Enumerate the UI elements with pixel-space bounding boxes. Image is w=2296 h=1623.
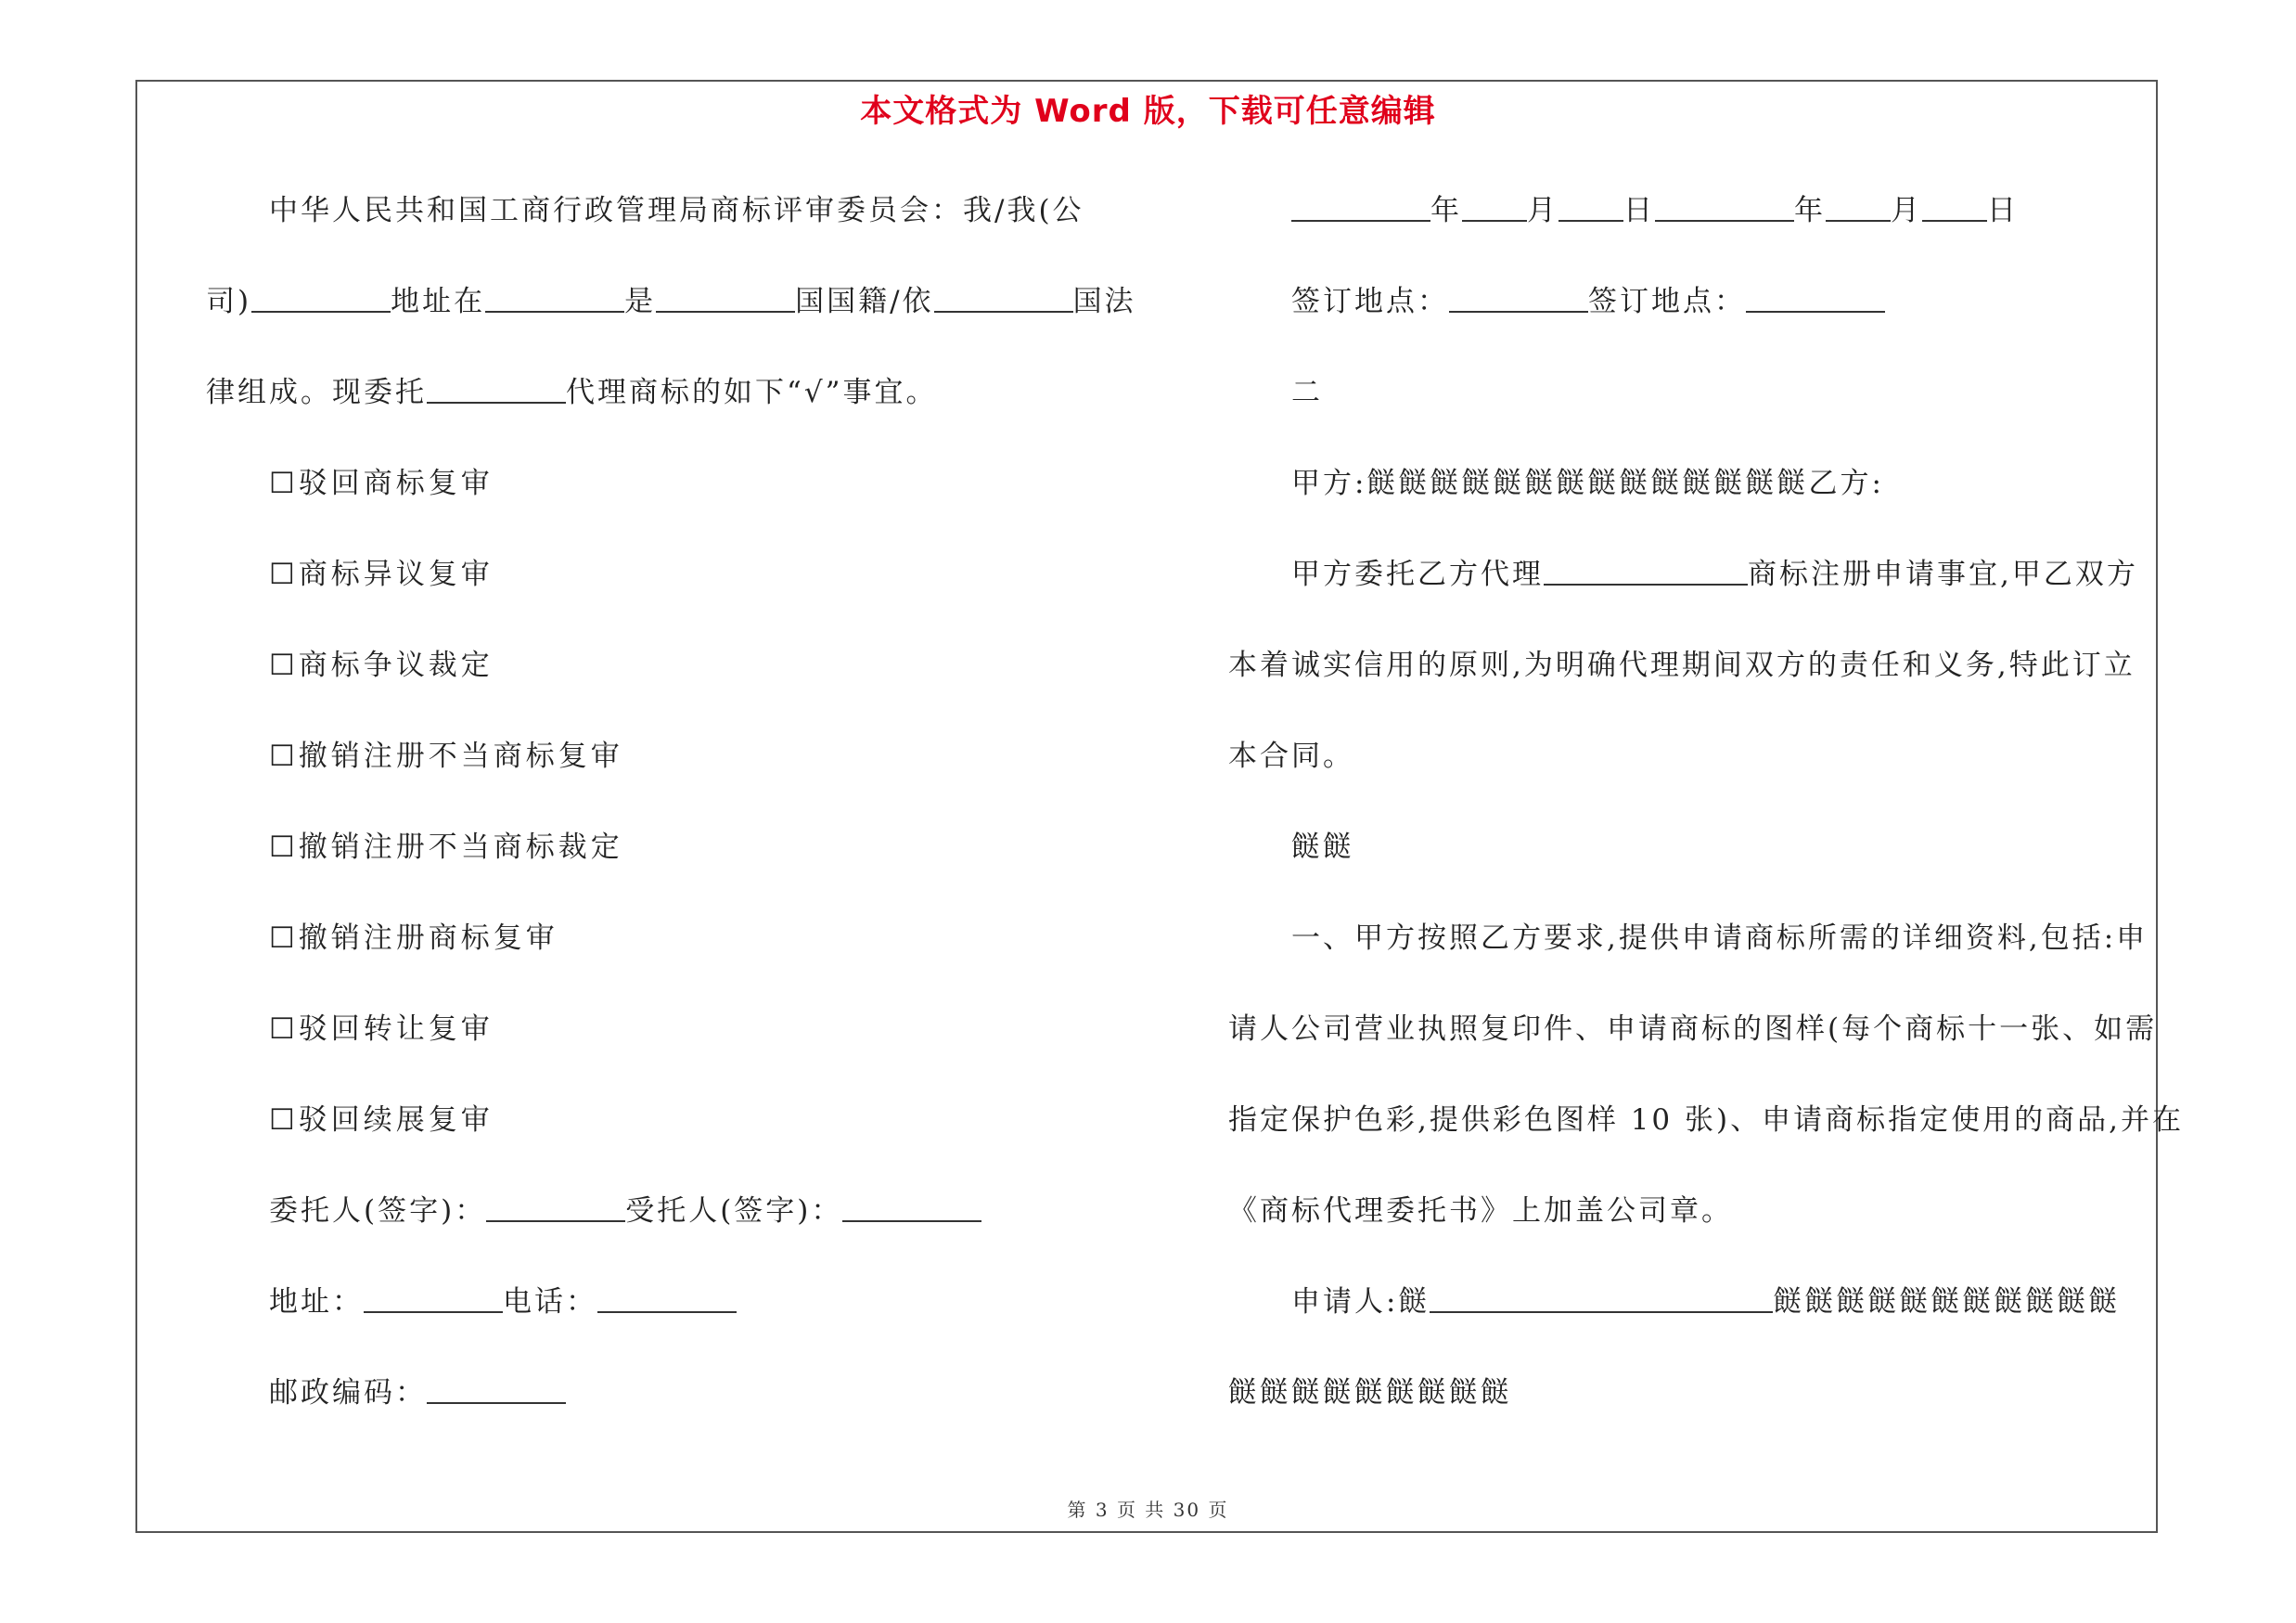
blank-agent [427,374,566,404]
blank-nationality [656,283,795,313]
checkbox-item[interactable]: ☐驳回商标复审 [269,467,494,500]
blank-postal-code [427,1374,566,1404]
page-number: 第 3 页 共 30 页 [1067,1499,1229,1521]
contract-para-2-line-2: 请人公司营业执照复印件、申请商标的图样(每个商标十一张、如需 [1228,1012,2158,1046]
checkbox-item[interactable]: ☐驳回转让复审 [269,1012,494,1046]
place-line: 签订地点： 签订地点： [1228,278,2156,369]
contact-line: 地址： 电话： [206,1279,1134,1370]
checkbox-item[interactable]: ☐驳回续展复审 [269,1103,494,1137]
parties-line: 甲方:餸餸餸餸餸餸餸餸餸餸餸餸餸餸乙方: [1291,467,1884,500]
address-line-2: 司) 地址在 是 国国籍/依 国法 [206,285,1136,318]
contract-para-2-line-1: 一、甲方按照乙方要求,提供申请商标所需的详细资料,包括:申 [1291,921,2148,955]
left-column [206,187,1134,1461]
checkbox-item[interactable]: ☐撤销注册不当商标复审 [269,740,623,773]
checkbox-item[interactable]: ☐商标异议复审 [269,558,494,591]
blank-name [251,283,391,313]
blank-address [485,283,624,313]
contract-para-1-line-2: 本着诚实信用的原则,为明确代理期间双方的责任和义务,特此订立 [1228,649,2136,682]
section-heading: 二 [1291,376,1323,409]
blank-agent-signature [842,1192,981,1222]
address-line-3: 律组成。现委托 代理商标的如下“√”事宜。 [206,376,938,409]
checkbox-item[interactable]: ☐撤销注册商标复审 [269,921,558,955]
blank-principal-signature [486,1192,625,1222]
right-column [1228,187,2184,1461]
checkbox-item[interactable]: ☐商标争议裁定 [269,649,494,682]
blank-phone [597,1283,737,1313]
blank-applicant [1430,1283,1773,1313]
blank-address-field [364,1283,503,1313]
blank-law-country [934,283,1073,313]
format-banner: 本文格式为 Word 版，下载可任意编辑 [860,93,1436,130]
checkbox-item[interactable]: ☐撤销注册不当商标裁定 [269,831,623,864]
address-line-1: 中华人民共和国工商行政管理局商标评审委员会：我/我(公 [269,194,1084,227]
blank-trademark [1544,556,1748,586]
garbled-text: 餸餸 [1291,831,1354,864]
contract-para-2-line-4: 《商标代理委托书》上加盖公司章。 [1228,1194,1733,1228]
postal-line: 邮政编码： [206,1370,1134,1461]
contract-para-2-line-3: 指定保护色彩,提供彩色图样 10 张)、申请商标指定使用的商品,并在 [1228,1103,2184,1137]
applicant-line-2: 餸餸餸餸餸餸餸餸餸 [1228,1376,1512,1410]
signature-line: 委托人(签字)： 受托人(签字)： [206,1188,1134,1279]
applicant-line: 申请人:餸 餸餸餸餸餸餸餸餸餸餸餸 [1291,1285,2121,1319]
contract-para-1-line-1: 甲方委托乙方代理 商标注册申请事宜,甲乙双方 [1291,558,2138,591]
contract-para-1-line-3: 本合同。 [1228,740,1354,773]
date-line: 年 月 日 年 月 日 [1228,187,2156,278]
